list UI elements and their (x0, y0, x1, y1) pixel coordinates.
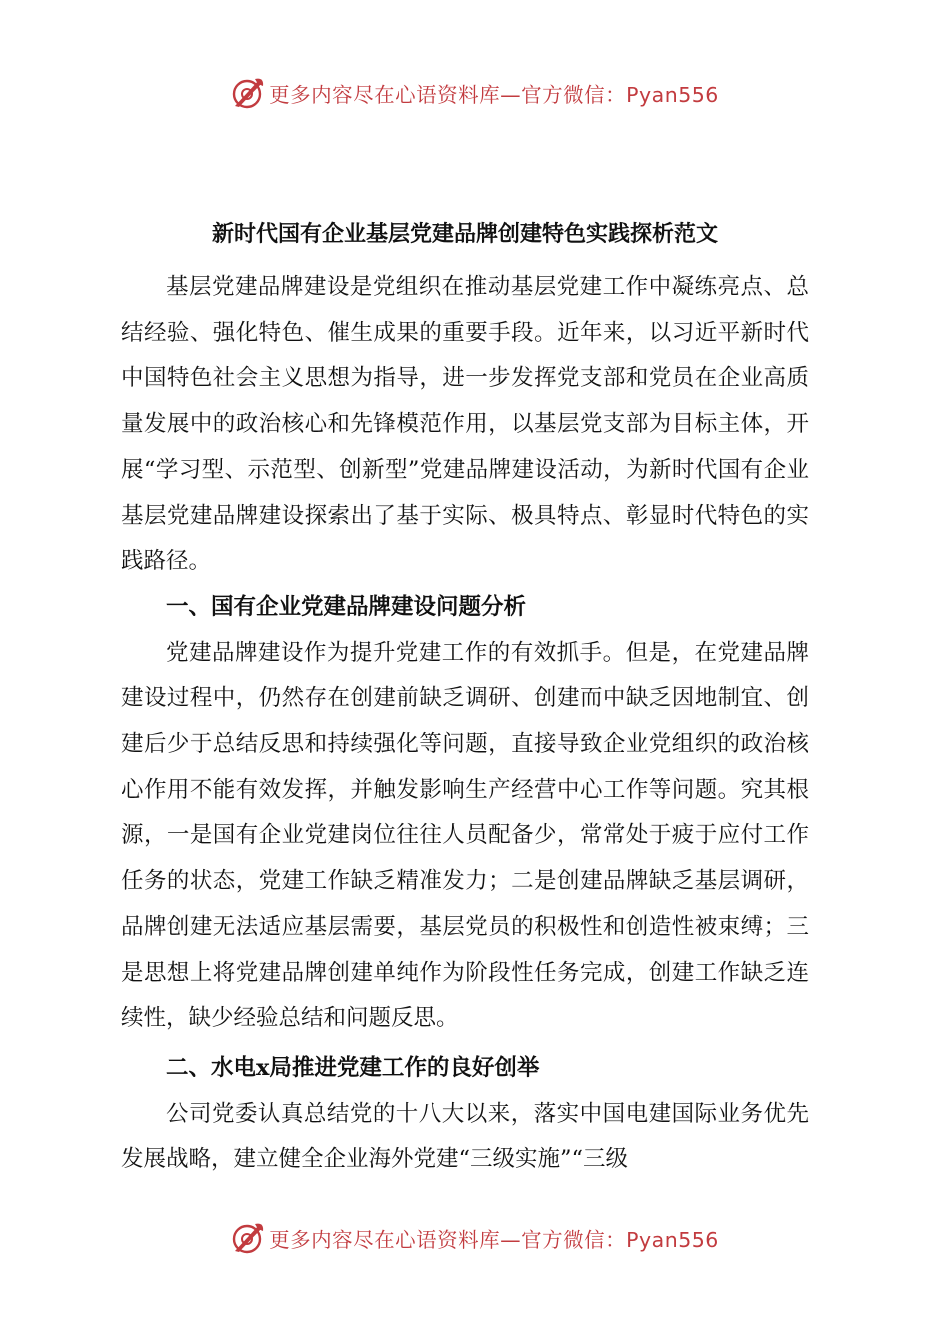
section-1-paragraph: 党建品牌建设作为提升党建工作的有效抓手。但是，在党建品牌建设过程中，仍然存在创建前缺乏调研、创建而中缺乏因地制宜、创建后少于总结反思和持续强化等问题，直接导致企业党组织的政治核心作用不能有效发挥，并触发影响生产经营中心工作等问题。究其根源，一是国有企业党建岗位往往人员配备少，常常处于疲于应付工作任务的状态，党建工作缺乏精准发力；二是创建品牌缺乏基层调研，品牌创建无法适应基层需要，基层党员的积极性和创造性被束缚；三是思想上将党建品牌创建单纯作为阶段性任务完成，创建工作缺乏连续性，缺少经验总结和问题反思。 (121, 639, 809, 1032)
document-title: 新时代国有企业基层党建品牌创建特色实践探析范文 (211, 221, 718, 247)
quill-logo-icon (231, 76, 265, 110)
document-body (121, 203, 809, 1183)
section-heading-1: 一、国有企业党建品牌建设问题分析 (166, 593, 527, 620)
header-watermark (0, 73, 950, 113)
intro-paragraph: 基层党建品牌建设是党组织在推动基层党建工作中凝练亮点、总结经验、强化特色、催生成果的重要手段。近年来，以习近平新时代中国特色社会主义思想为指导，进一步发挥党支部和党员在企业高质量发展中的政治核心和先锋模范作用，以基层党支部为目标主体，开展“学习型、示范型、创新型”党建品牌建设活动，为新时代国有企业基层党建品牌建设探索出了基于实际、极具特点、彰显时代特色的实践路径。 (121, 274, 809, 575)
quill-logo-icon (231, 1221, 265, 1255)
section-2-paragraph: 公司党委认真总结党的十八大以来，落实中国电建国际业务优先发展战略，建立健全企业海外党建“三级实施”“三级 (121, 1100, 809, 1173)
section-heading-2: 二、水电x局推进党建工作的良好创举 (166, 1054, 540, 1081)
watermark-text: 更多内容尽在心语资料库—官方微信：Pyan556 (269, 83, 719, 107)
footer-watermark (0, 1218, 950, 1258)
watermark-text: 更多内容尽在心语资料库—官方微信：Pyan556 (269, 1228, 719, 1252)
